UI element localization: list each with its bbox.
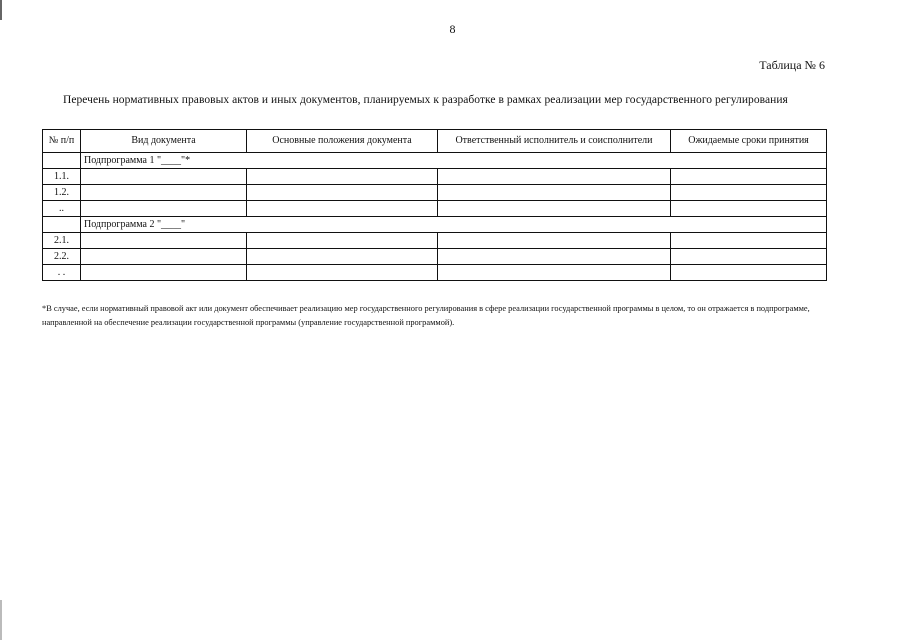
table-cell bbox=[247, 249, 438, 265]
table-cell bbox=[671, 169, 827, 185]
table-cell bbox=[247, 169, 438, 185]
table-cell bbox=[247, 233, 438, 249]
table-row bbox=[43, 201, 827, 217]
row-number: .. bbox=[43, 201, 81, 217]
table-cell bbox=[438, 265, 671, 281]
table-cell bbox=[81, 185, 247, 201]
subprogram-1-label: Подпрограмма 1 "____"* bbox=[81, 153, 827, 169]
subprogram-2-label: Подпрограмма 2 "____" bbox=[81, 217, 827, 233]
subprogram-row bbox=[43, 153, 827, 169]
table-header-row bbox=[43, 130, 827, 153]
subprogram-row bbox=[43, 217, 827, 233]
table-row bbox=[43, 185, 827, 201]
table-cell bbox=[43, 217, 81, 233]
row-number: 2.2. bbox=[43, 249, 81, 265]
header-expected-dates: Ожидаемые сроки принятия bbox=[671, 130, 827, 153]
table-cell bbox=[671, 233, 827, 249]
documents-table bbox=[42, 129, 827, 281]
table-cell bbox=[81, 233, 247, 249]
header-number: № п/п bbox=[43, 130, 81, 153]
table-cell bbox=[81, 201, 247, 217]
row-number: 1.1. bbox=[43, 169, 81, 185]
scan-edge-mark bbox=[0, 0, 2, 20]
row-number: 1.2. bbox=[43, 185, 81, 201]
page-number: 8 bbox=[449, 22, 456, 36]
table-cell bbox=[671, 185, 827, 201]
table-cell bbox=[247, 265, 438, 281]
table-cell bbox=[81, 169, 247, 185]
table-cell bbox=[438, 201, 671, 217]
table-cell bbox=[43, 153, 81, 169]
row-number: 2.1. bbox=[43, 233, 81, 249]
table-row bbox=[43, 249, 827, 265]
table-cell bbox=[81, 265, 247, 281]
table-row bbox=[43, 233, 827, 249]
table-label: Таблица № 6 bbox=[759, 58, 825, 72]
table-cell bbox=[671, 201, 827, 217]
table-cell bbox=[438, 233, 671, 249]
table-cell bbox=[438, 185, 671, 201]
table-cell bbox=[438, 169, 671, 185]
table-cell bbox=[247, 201, 438, 217]
document-title: Перечень нормативных правовых актов и иных документов, планируемых к разработке в рамках реализации мер государственного регулирования bbox=[63, 94, 788, 106]
footnote: *В случае, если нормативный правовой акт или документ обеспечивает реализацию мер государственного регулирования в сфере реализации государственной программы в целом, то он отражается в подпрограмме, направленной на обеспечение реализации государственной программы (управление государственной программой). bbox=[42, 304, 810, 327]
header-main-provisions: Основные положения документа bbox=[247, 130, 438, 153]
header-responsible-executor: Ответственный исполнитель и соисполнители bbox=[438, 130, 671, 153]
row-number: . . bbox=[43, 265, 81, 281]
table-row bbox=[43, 169, 827, 185]
header-document-type: Вид документа bbox=[81, 130, 247, 153]
table-cell bbox=[247, 185, 438, 201]
table-row bbox=[43, 265, 827, 281]
scan-edge-mark bbox=[0, 600, 2, 640]
table-cell bbox=[81, 249, 247, 265]
table-cell bbox=[671, 265, 827, 281]
table-cell bbox=[671, 249, 827, 265]
table-cell bbox=[438, 249, 671, 265]
